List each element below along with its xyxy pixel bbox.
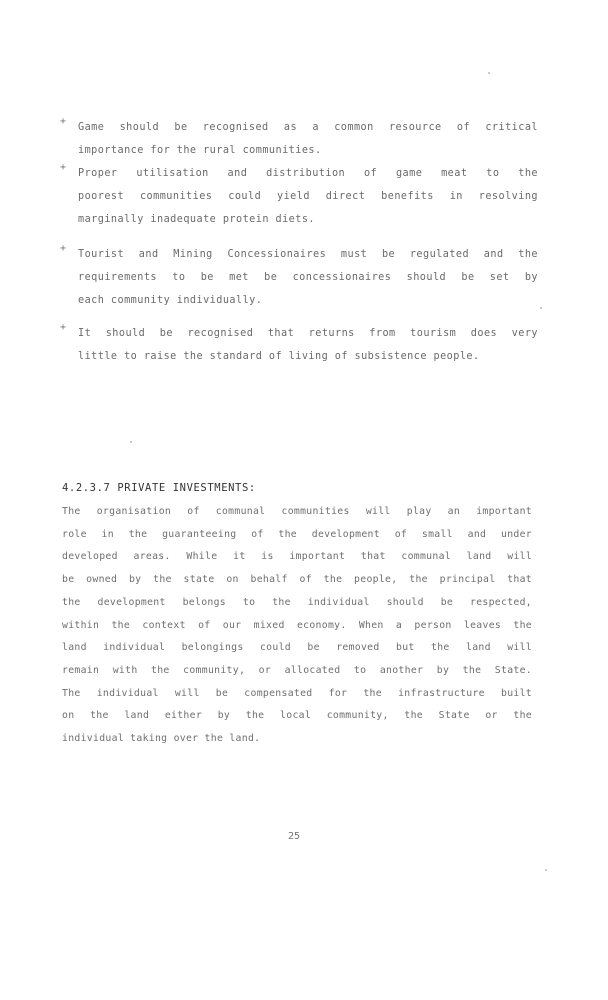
scan-speck [540,307,542,309]
paragraph-line: developed areas. While it is important that communal land will [62,551,532,563]
bullet-line: each community individually. [78,295,263,306]
paragraph-line: remain with the community, or allocated to another by the State. [62,664,532,676]
paragraph-line: land individual belongings could be removed but the land will [62,642,532,654]
page-number: 25 [288,831,301,842]
paragraph-line: individual taking over the land. [62,733,261,745]
bullet-line: It should be recognised that returns from tourism does very [78,328,538,339]
paragraph-line: role in the guaranteeing of the development of small and under [62,528,532,540]
bullet-line: Tourist and Mining Concessionaires must be regulated and the [78,249,538,260]
bullet-line: importance for the rural communities. [78,145,322,156]
bullet-line: poorest communities could yield direct benefits in resolving [78,191,538,202]
scan-speck [130,441,132,443]
bullet-marker: + [60,162,67,173]
bullet-item-game-resource [60,116,546,162]
paragraph-line: the development belongs to the individual should be respected, [62,596,532,608]
bullet-marker: + [60,116,67,127]
section-heading: 4.2.3.7 PRIVATE INVESTMENTS: [62,482,256,494]
bullet-line: Proper utilisation and distribution of game meat to the [78,168,538,179]
paragraph-line: within the context of our mixed economy. When a person leaves the [62,619,532,631]
bullet-line: requirements to be met be concessionaires should be set by [78,272,538,283]
paragraph-line: The organisation of communal communities will play an important [62,506,532,517]
paragraph-line: be owned by the state on behalf of the people, the principal that [62,574,532,586]
section-paragraph [62,501,532,751]
bullet-marker: + [60,322,67,333]
bullet-item-concessionaires [60,243,546,312]
scan-speck [545,869,547,871]
bullet-item-game-meat [60,162,546,231]
bullet-line: little to raise the standard of living of subsistence people. [78,351,480,362]
bullet-line: marginally inadequate protein diets. [78,214,316,225]
bullet-marker: + [60,243,67,254]
bullet-item-tourism-returns [60,322,546,368]
scan-speck [488,72,490,74]
bullet-line: Game should be recognised as a common resource of critical [78,122,538,133]
paragraph-line: on the land either by the local community, the State or the [62,710,532,722]
paragraph-line: The individual will be compensated for the infrastructure built [62,687,532,699]
